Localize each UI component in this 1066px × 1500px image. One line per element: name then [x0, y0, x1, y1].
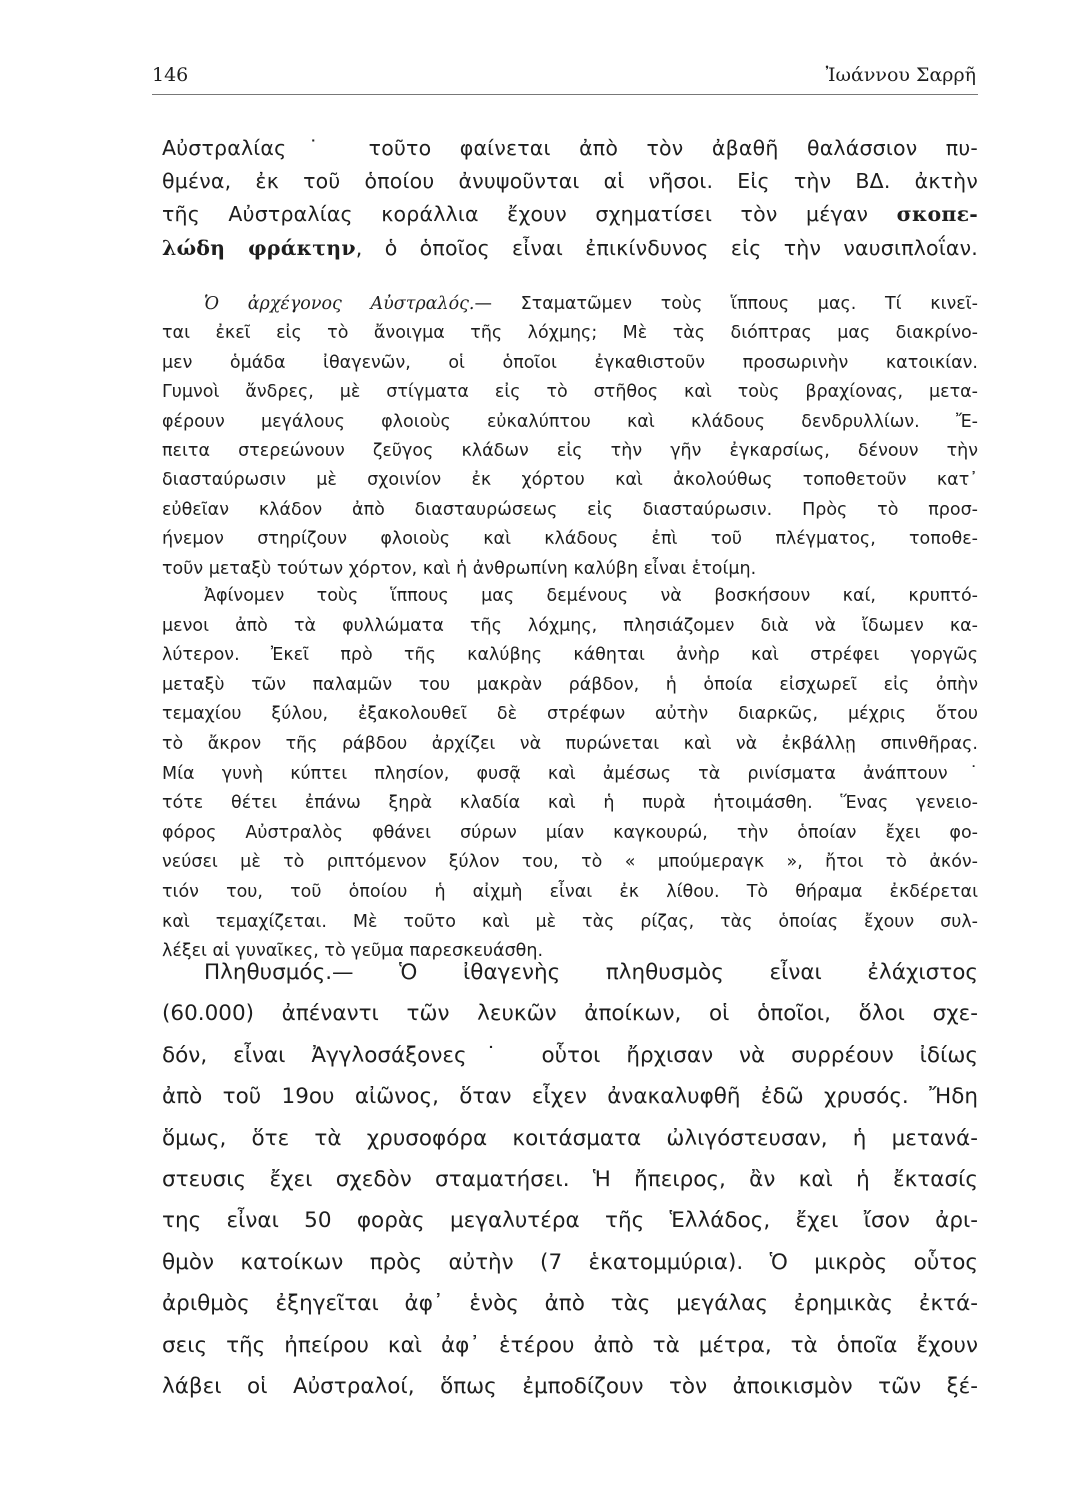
text-line	[162, 290, 978, 319]
line-text: λάβει οἱ Αὐστραλοί, ὅπως ἐμποδίζουν τὸν ἀποικισμὸν τῶν ξέ-	[162, 1374, 978, 1400]
line-text: στευσις ἔχει σχεδὸν σταματήσει. Ἡ ἤπειρος, ἂν καὶ ἡ ἔκτασίς	[162, 1167, 978, 1193]
text-line	[162, 198, 978, 231]
line-text: τιόν του, τοῦ ὁποίου ἡ αἰχμὴ εἶναι ἐκ λίθου. Τὸ θήραμα ἐκδέρεται	[162, 881, 978, 902]
line-text: δόν, εἶναι Ἀγγλοσάξονες˙ οὗτοι ἤρχισαν νὰ συρρέουν ἰδίως	[162, 1042, 978, 1068]
emphasis-text: σκοπε-	[896, 202, 978, 227]
text-line	[162, 908, 978, 938]
line-text: Ἀφίνομεν τοὺς ἵππους μας δεμένους νὰ βοσκήσουν καί, κρυπτό-	[204, 586, 978, 606]
text-line	[162, 700, 978, 730]
line-text: μενοι ἀπὸ τὰ φυλλώματα τῆς λόχμης, πλησιάζομεν διὰ νὰ ἴδωμεν κα-	[162, 615, 978, 636]
text-line	[162, 789, 978, 819]
line-text: διασταύρωσιν μὲ σχοινίον ἐκ χόρτου καὶ ἀκολούθως τοποθετοῦν κατ᾽	[162, 470, 978, 491]
line-text: ται ἐκεῖ εἰς τὸ ἄνοιγμα τῆς λόχμης; Μὲ τὰς διόπτρας μας διακρίνο-	[162, 323, 978, 344]
text-line	[162, 878, 978, 908]
line-text: νεύσει μὲ τὸ ριπτόμενον ξύλον του, τὸ « μπούμεραγκ », ἤτοι τὸ ἀκόν-	[162, 852, 978, 873]
line-text: τῆς Αὐστραλίας κοράλλια ἔχουν σχηματίσει τὸν μέγαν	[162, 202, 897, 227]
line-text: (60.000) ἀπέναντι τῶν λευκῶν ἀποίκων, οἱ ὁποῖοι, ὅλοι σχε-	[162, 1001, 978, 1027]
line-text: φέρουν μεγάλους φλοιοὺς εὐκαλύπτου καὶ κλάδους δενδρυλλίων. Ἔ-	[162, 411, 978, 432]
text-line	[162, 525, 978, 554]
section-heading: Ὁ ἀρχέγονος Αὐστραλός.	[204, 294, 475, 314]
line-text: , ὁ ὁποῖος εἶναι ἐπικίνδυνος εἰς τὴν ναυσιπλοΐαν.	[355, 235, 978, 260]
text-line	[162, 1283, 978, 1324]
text-line	[162, 993, 978, 1034]
text-line	[162, 1366, 978, 1407]
line-text: τεμαχίου ξύλου, ἐξακολουθεῖ δὲ στρέφων αὐτὴν διαρκῶς, μέχρις ὅτου	[162, 704, 978, 725]
text-line	[162, 319, 978, 348]
line-text: λέξει αἱ γυναῖκες, τὸ γεῦμα παρεσκευάσθη.	[162, 941, 544, 962]
line-text: — Σταματῶμεν τοὺς ἵππους μας. Τί κινεῖ-	[474, 294, 978, 314]
paragraph-population	[162, 952, 978, 1407]
line-text: θμὸν κατοίκων πρὸς αὐτὴν (7 ἑκατομμύρια). Ὁ μικρὸς οὗτος	[162, 1249, 978, 1275]
line-text: Πληθυσμός.— Ὁ ἰθαγενὴς πληθυσμὸς εἶναι ἐλάχιστος	[204, 960, 978, 985]
line-text: ὅμως, ὅτε τὰ χρυσοφόρα κοιτάσματα ὠλιγόστευσαν, ἡ μετανά-	[162, 1125, 978, 1151]
text-line	[162, 612, 978, 642]
line-text: μεν ὁμάδα ἰθαγενῶν, οἱ ὁποῖοι ἐγκαθιστοῦν προσωρινὴν κατοικίαν.	[162, 352, 978, 373]
text-line	[162, 496, 978, 525]
line-text: καὶ τεμαχίζεται. Μὲ τοῦτο καὶ μὲ τὰς ρίζας, τὰς ὁποίας ἔχουν συλ-	[162, 911, 978, 932]
emphasis-text: λώδη φράκτην	[162, 235, 356, 260]
line-text: Γυμνοὶ ἄνδρες, μὲ στίγματα εἰς τὸ στῆθος καὶ τοὺς βραχίονας, μετα-	[162, 382, 978, 403]
line-text: σεις τῆς ἠπείρου καὶ ἀφ᾽ ἑτέρου ἀπὸ τὰ μέτρα, τὰ ὁποῖα ἔχουν	[162, 1332, 978, 1358]
header-rule	[152, 94, 978, 95]
text-line	[162, 582, 978, 612]
line-text: μεταξὺ τῶν παλαμῶν του μακρὰν ράβδον, ἡ ὁποία εἰσχωρεῖ εἰς ὀπὴν	[162, 674, 978, 695]
text-line	[162, 1035, 978, 1076]
page-number: 146	[152, 64, 189, 86]
text-line	[162, 232, 978, 265]
line-text: ἀπὸ τοῦ 19ου αἰῶνος, ὅταν εἶχεν ἀνακαλυφθῆ ἐδῶ χρυσός. Ἤδη	[162, 1084, 978, 1110]
line-text: θμένα, ἐκ τοῦ ὁποίου ἀνυψοῦνται αἱ νῆσοι. Εἰς τὴν ΒΔ. ἀκτὴν	[162, 169, 978, 194]
paragraph-reef	[162, 132, 978, 265]
line-text: της εἶναι 50 φορὰς μεγαλυτέρα τῆς Ἑλλάδος, ἔχει ἴσον ἀρι-	[162, 1208, 978, 1234]
line-text: λύτερον. Ἐκεῖ πρὸ τῆς καλύβης κάθηται ἀνὴρ καὶ στρέφει γοργῶς	[162, 645, 978, 666]
text-line	[162, 952, 978, 993]
paragraph-fire	[162, 582, 978, 967]
text-line	[162, 819, 978, 849]
text-line	[162, 349, 978, 378]
line-text: εὐθεῖαν κλάδον ἀπὸ διασταυρώσεως εἰς διασταύρωσιν. Πρὸς τὸ προσ-	[162, 499, 978, 520]
text-line	[162, 165, 978, 198]
text-line	[162, 671, 978, 701]
running-header	[152, 62, 976, 92]
text-line	[162, 730, 978, 760]
text-line	[162, 378, 978, 407]
line-text: ἀριθμὸς ἐξηγεῖται ἀφ᾽ ἑνὸς ἀπὸ τὰς μεγάλας ἐρημικὰς ἐκτά-	[162, 1291, 978, 1317]
line-text: τότε θέτει ἐπάνω ξηρὰ κλαδία καὶ ἡ πυρὰ ἡτοιμάσθη. Ἕνας γενειο-	[162, 793, 978, 814]
line-text: Αὐστραλίας˙ τοῦτο φαίνεται ἀπὸ τὸν ἀβαθῆ θαλάσσιον πυ-	[162, 136, 978, 160]
text-line	[162, 1118, 978, 1159]
line-text: Μία γυνὴ κύπτει πλησίον, φυσᾷ καὶ ἀμέσως τὰ ρινίσματα ἀνάπτουν˙	[162, 763, 978, 784]
text-line	[162, 1076, 978, 1117]
text-line	[162, 555, 978, 584]
text-line	[162, 1200, 978, 1241]
line-text: τὸ ἄκρον τῆς ράβδου ἀρχίζει νὰ πυρώνεται καὶ νὰ ἐκβάλλῃ σπινθῆρας.	[162, 733, 978, 754]
text-line	[162, 848, 978, 878]
text-line	[162, 1242, 978, 1283]
line-text: τοῦν μεταξὺ τούτων χόρτον, καὶ ἡ ἀνθρωπίνη καλύβη εἶναι ἑτοίμη.	[162, 558, 757, 579]
line-text: ήνεμον στηρίζουν φλοιοὺς καὶ κλάδους ἐπὶ τοῦ πλέγματος, τοποθε-	[162, 529, 978, 550]
paragraph-aboriginal	[162, 290, 978, 584]
text-line	[162, 408, 978, 437]
running-header-author: Ἰωάννου Σαρρῆ	[825, 64, 976, 86]
text-line	[162, 1325, 978, 1366]
line-text: πειτα στερεώνουν ζεῦγος κλάδων εἰς τὴν γῆν ἐγκαρσίως, δένουν τὴν	[162, 441, 978, 462]
line-text: φόρος Αὐστραλὸς φθάνει σύρων μίαν καγκουρώ, τὴν ὁποίαν ἔχει φο-	[162, 822, 978, 843]
text-line	[162, 437, 978, 466]
text-line	[162, 1159, 978, 1200]
text-line	[162, 466, 978, 495]
text-line	[162, 132, 978, 165]
text-line	[162, 760, 978, 790]
text-line	[162, 641, 978, 671]
